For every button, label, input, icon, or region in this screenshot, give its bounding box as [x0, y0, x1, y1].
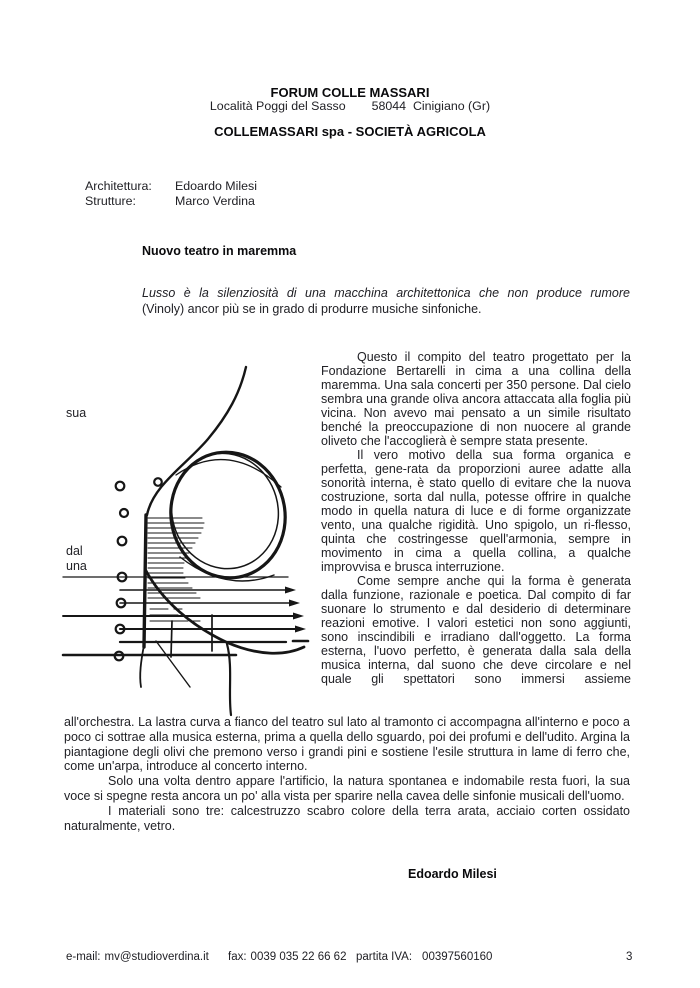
signature: Edoardo Milesi: [408, 867, 497, 881]
credit-label: Strutture:: [85, 194, 136, 208]
header-company: COLLEMASSARI spa - SOCIETÀ AGRICOLA: [214, 124, 486, 139]
credit-label: Architettura:: [85, 179, 152, 193]
footer-fax: [228, 951, 346, 963]
wrap-fragment-sua: sua: [66, 406, 87, 420]
sketch-egg-shape: [158, 441, 295, 587]
paragraph: Questo il compito del teatro progettato per la Fondazione Bertarelli in cima a una collina della maremma. Una sala concerti per 350 persone. Dal cielo sembra una grande oliva ancora attaccata alla foglia più vicina. Non avevo mai pensato a un simile risultato benché la preoccupazione di non nuocere al grande oliveto che l'accoglierà è sempre stata presente.: [321, 350, 631, 448]
footer-email: [66, 951, 209, 963]
wrap-fragment-dal: dal: [66, 544, 83, 558]
footer-vat: [356, 951, 492, 963]
email-value: mv@studioverdina.it: [104, 951, 209, 963]
wrap-fragment-una: una: [66, 559, 87, 573]
body-full-width: [64, 715, 630, 833]
paragraph: Come sempre anche qui la forma è generata dalla funzione, razionale e poetica. Dal compito di far suonare lo strumento e dal desiderio di determinare reazioni emotive. I valori estetici non sono aggiunti, sono inscindibili e irradiano dall'oggetto. La forma esterna, l'uovo perfetto, è generata dalla sala della musica interna, dal suono che deve circolare e nel quale gli spettatori sono immersi assieme: [321, 574, 631, 686]
credit-row-architettura: [85, 179, 257, 194]
email-label: e-mail:: [66, 951, 101, 963]
credit-value: Edoardo Milesi: [175, 179, 257, 193]
epigraph-italic-line: Lusso è la silenziosità di una macchina architettonica che non produce rumore: [142, 286, 630, 300]
fax-value: 0039 035 22 66 62: [250, 951, 347, 963]
header-locality: Località Poggi del Sasso: [209, 99, 346, 113]
header-zip-city: 58044 Cinigiano (Gr): [371, 99, 491, 113]
epigraph-plain-line: (Vinoly) ancor più se in grado di produrre musiche sinfoniche.: [142, 302, 482, 316]
page-title: Nuovo teatro in maremma: [142, 244, 297, 258]
header-title: FORUM COLLE MASSARI: [270, 85, 430, 100]
vat-value: 00397560160: [422, 951, 493, 963]
page-number: 3: [626, 951, 633, 963]
credit-row-strutture: [85, 194, 257, 209]
credits-block: [85, 179, 257, 209]
vat-label: partita IVA:: [356, 951, 413, 963]
credit-value: Marco Verdina: [175, 194, 255, 208]
epigraph: [142, 285, 630, 317]
paragraph: all'orchestra. La lastra curva a fianco del teatro sul lato al tramonto ci accompagna all'interno e poco a poco ci sottrae alla musica esterna, prima a quella dello sguardo, poi dei profumi e dell'udito. Argina la piantagione degli olivi che premono verso i grandi pini e sostiene l'esile struttura in lame di ferro che, come un'arpa, introduce al concerto interno.: [64, 715, 630, 774]
sketch-hatching: [148, 518, 204, 621]
theatre-sketch-image: [50, 345, 310, 725]
sketch-olive-dots: [115, 478, 162, 660]
body-right-column: [321, 350, 631, 686]
paragraph: Solo una volta dentro appare l'artificio, la natura spontanea e indomabile resta fuori, la sua voce si spegne resta ancora un po' alla vista per sparire nella cavea delle sinfonie musicali dell'uomo.: [64, 774, 630, 803]
paragraph: Il vero motivo della sua forma organica e perfetta, gene-rata da proporzioni auree adatte alla sonorità interna, è stato quello di evitare che la nuova costruzione, sorta dal nulla, potesse offrire in qualche modo in quella natura di luce e di forme organizzate vento, una qualche rigidità. Uno spigolo, un ri-flesso, quinta che costringesse quell'armonia, sempre in movimento in cima a quella collina, a qualche improvvisa e brusca interruzione.: [321, 448, 631, 574]
fax-label: fax:: [228, 951, 247, 963]
header-address: [30, 99, 670, 113]
paragraph: I materiali sono tre: calcestruzzo scabro colore della terra arata, acciaio corten ossidato naturalmente, vetro.: [64, 803, 630, 833]
